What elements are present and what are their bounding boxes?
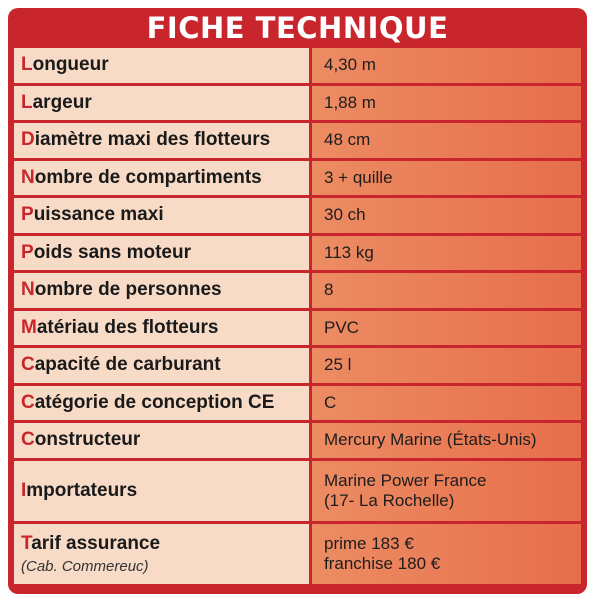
row-label: Largeur [14,86,309,121]
row-value: PVC [312,311,581,346]
spec-sheet [8,8,587,594]
table-row [14,86,581,121]
table-row [14,461,581,521]
table-row [14,273,581,308]
row-value [312,524,581,584]
table-row [14,348,581,383]
row-label: Longueur [14,48,309,83]
table-row [14,423,581,458]
table-row [14,386,581,421]
row-label: Importateurs [14,461,309,521]
table-row [14,236,581,271]
row-value [312,461,581,521]
table-row [14,123,581,158]
row-value-line: prime 183 € [324,533,414,553]
row-label-note: (Cab. Commereuc) [21,557,149,575]
row-label: Puissance maxi [14,198,309,233]
row-label: Nombre de personnes [14,273,309,308]
row-label: Capacité de carburant [14,348,309,383]
row-value: 30 ch [312,198,581,233]
table-row [14,198,581,233]
row-value: 25 l [312,348,581,383]
row-value: 48 cm [312,123,581,158]
row-value-line: franchise 180 € [324,553,441,573]
row-label: Tarif assurance (Cab. Commereuc) [14,524,309,584]
row-label: Constructeur [14,423,309,458]
row-value: 8 [312,273,581,308]
row-label: Catégorie de conception CE [14,386,309,421]
row-value: Mercury Marine (États-Unis) [312,423,581,458]
table-row [14,524,581,584]
row-value: 3 + quille [312,161,581,196]
table-row [14,161,581,196]
row-label: Diamètre maxi des flotteurs [14,123,309,158]
row-label: Poids sans moteur [14,236,309,271]
spec-table [14,48,581,584]
row-value-line: (17- La Rochelle) [324,490,455,510]
row-label: Matériau des flotteurs [14,311,309,346]
table-row [14,48,581,83]
row-label: Nombre de compartiments [14,161,309,196]
table-row [14,311,581,346]
row-value: 4,30 m [312,48,581,83]
sheet-title: FICHE TECHNIQUE [146,11,449,45]
row-value: 113 kg [312,236,581,271]
row-value: C [312,386,581,421]
row-value-line: Marine Power France [324,470,487,490]
row-value: 1,88 m [312,86,581,121]
